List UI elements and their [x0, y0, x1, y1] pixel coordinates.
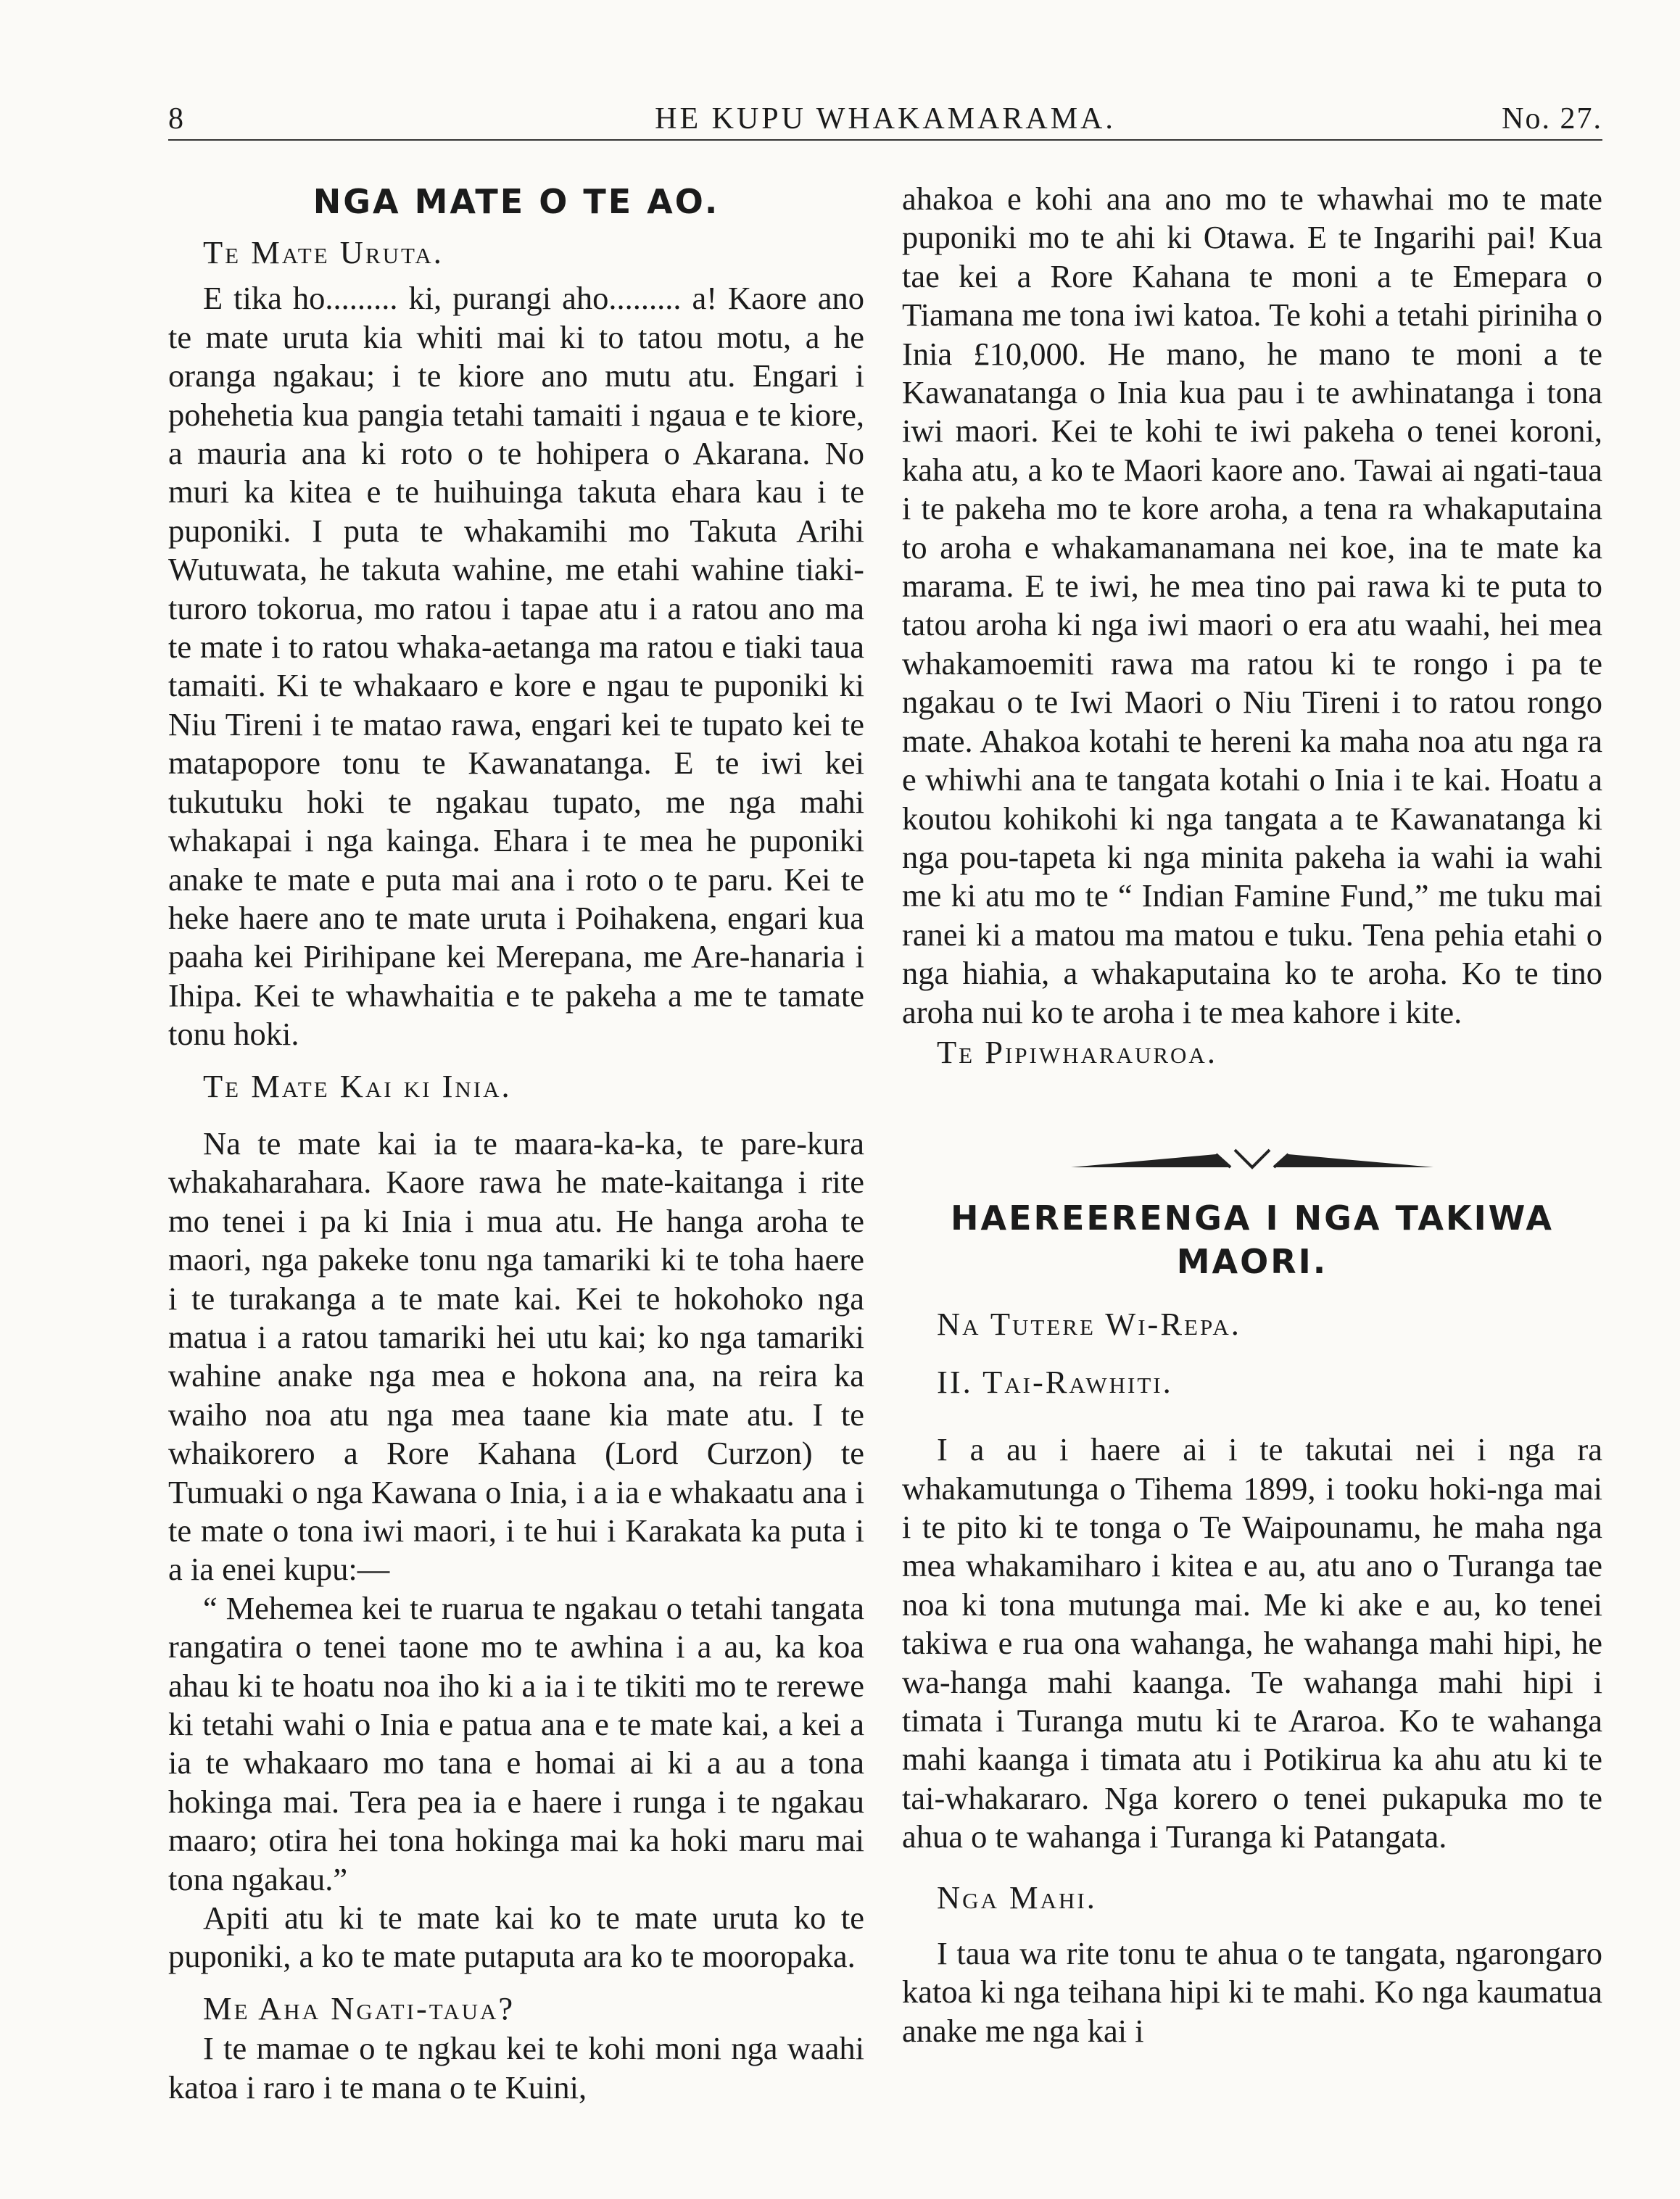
- byline: Na Tutere Wi-Repa.: [937, 1306, 1241, 1343]
- running-header: [168, 96, 1602, 141]
- block-quote: “ Mehemea kei te ruarua te ngakau o tetahi tangata rangatira o tenei taone mo te awhina i a au, ka koa ahau ki te hoatu noa iho ki a ia i te tikiti mo te rerewe ki tetahi wahi o Inia e patua ana e te mate kai, a kei a ia te whakaaro mo tana e homai ai ki a au a tona hokinga mai. Tera pea ia e haere i runga i te ngakau maaro; otira hei tona hokinga mai ka hoki maru mai tona ngakau.”: [168, 1589, 864, 1897]
- running-title: HE KUPU WHAKAMARAMA.: [655, 102, 1116, 136]
- paragraph: I a au i haere ai i te takutai nei i nga ra whakamutunga o Tihema 1899, i tooku hoki-nga mai i te pito ki te tonga o Te Waipounamu, he maha nga mea whakamiharo i kitea e au, atu ano o Turanga tae noa ki tona mutunga mai. Me ki ake e au, ko tenei takiwa e rua ona wahanga, he wahanga mahi hipi, he wa-hanga mahi kaanga. Te wahanga mahi hipi i timata i Turanga mutu ki te Araroa. Ko te wahanga mahi kaanga i timata atu i Potikirua ka ahu atu ki te tai-whakararo. Nga korero o tenei pukapuka mo te ahua o te wahanga i Turanga ki Patangata.: [902, 1431, 1602, 1855]
- left-column: [168, 165, 864, 2107]
- article-heading-nga-mate: NGA MATE O TE AO.: [313, 182, 720, 221]
- paragraph: E tika ho......... ki, purangi aho......... a! Kaore ano te mate uruta kia whiti mai ki to tatou motu, a he oranga ngakau; i te kiore ano mutu atu. Engari i pohehetia kua pangia tetahi tamaiti i ngaua e te kiore, a mauria ana ki roto o te hohipera o Akarana. No muri ka kitea e te huihuinga takuta ehara kau i te puponiki. I puta te whakamihi mo Takuta Arihi Wutuwata, he takuta wahine, me etahi wahine tiaki-turoro tokorua, mo ratou i tapae atu i a ratou ano ma te mate i to ratou whaka-aetanga ma ratou e tiaki taua tamaiti. Ki te whakaaro e kore e ngau te puponiki ki Niu Tireni i te matao rawa, engari kei te tupato kei te matapopore tonu te Kawanatanga. E te iwi kei tukutuku hoki te ngakau tupato, me nga mahi whakapai i nga kainga. Ehara i te mea he puponiki anake te mate e puta mai ana i roto o te paru. Kei te heke haere ano te mate uruta i Poihakena, engari kua paaha kei Pirihipane kei Merepana, me Are-hanaria i Ihipa. Kei te whawhaitia e te pakeha a me te tamate tonu hoki.: [168, 280, 864, 1053]
- paragraph: Apiti atu ki te mate kai ko te mate uruta ko te puponiki, a ko te mate putaputa ara ko te mooropaka.: [168, 1900, 864, 1975]
- paragraph: Na te mate kai ia te maara-ka-ka, te pare-kura whakaharahara. Kaore rawa he mate-kaitanga i rite mo tenei i pa ki Inia i mua atu. He hanga aroha te maori, nga pakeke tonu nga tamariki ki te toha haere i te turakanga a te mate kai. Kei te hokohoko nga matua i a ratou tamariki hei utu kai; ko nga tamariki wahine anake nga mea e hokona ana, na reira ka waiho noa atu nga mea taane kia mate atu. I te whaikorero a Rore Kahana (Lord Curzon) te Tumuaki o nga Kawana o Inia, i a ia e whakaatu ana i te mate o tona iwi maori, i te hui i Karakata ka puta i a ia enei kupu:—: [168, 1125, 864, 1588]
- paragraph: I te mamae o te ngkau kei te kohi moni nga waahi katoa i raro i te mana o te Kuini,: [168, 2030, 864, 2105]
- author-signature: Te Pipiwharauroa.: [937, 1033, 1217, 1070]
- article-heading-haereerenga: HAEREERENGA I NGA TAKIWA MAORI.: [951, 1198, 1554, 1282]
- paragraph: I taua wa rite tonu te ahua o te tangata, ngarongaro katoa ki nga teihana hipi ki te mahi. Ko nga kaumatua anake me nga kai i: [902, 1935, 1602, 2049]
- right-column: [902, 165, 1602, 2050]
- subheading-mate-uruta: Te Mate Uruta.: [203, 234, 444, 270]
- ornament-divider-icon: [1071, 1143, 1433, 1172]
- page-number: 8: [168, 102, 185, 136]
- subheading-nga-mahi: Nga Mahi.: [937, 1879, 1097, 1916]
- subheading-mate-kai: Te Mate Kai ki Inia.: [203, 1067, 512, 1104]
- subheading-me-aha: Me Aha Ngati-taua?: [203, 1989, 516, 2026]
- section-heading-tai-rawhiti: II. Tai-Rawhiti.: [937, 1363, 1173, 1400]
- paragraph-continued: ahakoa e kohi ana ano mo te whawhai mo te mate puponiki mo te ahi ki Otawa. E te Ingarihi pai! Kua tae kei a Rore Kahana te moni a te Emepara o Tiamana me tona iwi katoa. Te kohi a tetahi piriniha o Inia £10,000. He mano, he mano te moni a te Kawanatanga o Inia kua pau i te awhinatanga i tona iwi maori. Kei te kohi te iwi pakeha o tenei koroni, kaha atu, a ko te Maori kaore ano. Tawai ai ngati-taua i te pakeha mo te kore aroha, a tena ra whakaputaina to aroha e whakamanamana nei koe, ina te mate ka marama. E te iwi, he mea tino pai rawa ki te puta to tatou aroha ki nga iwi maori o era atu waahi, hei mea whakamoemiti rawa ma ratou ki te rongo i pa te ngakau o te Iwi Maori o Niu Tireni i to ratou rongo mate. Ahakoa kotahi te hereni ka maha noa atu nga ra e whiwhi ana te tangata kotahi o Inia i te kai. Hoatu a koutou kohikohi ki nga tangata a te Kawanatanga ki nga pou-tapeta ki nga minita pakeha ia wahi ia wahi me ki atu mo te “ Indian Famine Fund,” me tuku mai ranei ki a matou ma matou e tuku. Tena pehia etahi o nga hiahia, a whakaputaina ko te aroha. Ko te tino aroha nui ko te aroha i te mea kahore i kite.: [902, 181, 1602, 1030]
- issue-number: No. 27.: [1502, 102, 1602, 136]
